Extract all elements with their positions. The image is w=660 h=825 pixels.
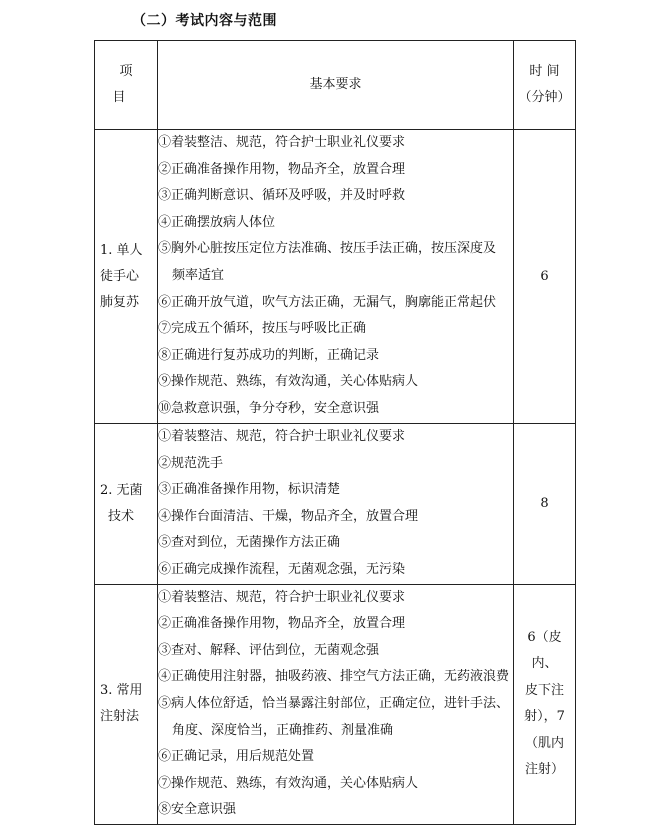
requirement-item: ⑥正确开放气道，吹气方法正确，无漏气，胸廓能正常起伏 — [158, 294, 497, 310]
requirement-item: ⑤查对到位，无菌操作方法正确 — [158, 535, 341, 551]
requirement-item: ③正确判断意识、循环及呼吸，并及时呼救 — [158, 188, 406, 204]
requirement-item-continuation: 频率适宜 — [172, 267, 225, 283]
requirement-item: ②规范洗手 — [158, 455, 224, 471]
requirement-item: ⑥正确完成操作流程，无菌观念强，无污染 — [158, 561, 406, 577]
requirement-item: ④操作台面清洁、干燥，物品齐全，放置合理 — [158, 508, 419, 524]
exam-content-table — [94, 40, 576, 825]
requirement-item: ①着装整洁、规范，符合护士职业礼仪要求 — [158, 135, 406, 150]
requirement-item-continuation: 角度、深度恰当，正确推药、剂量准确 — [172, 722, 394, 738]
requirement-item: ③查对、解释、评估到位，无菌观念强 — [158, 642, 380, 658]
requirement-item: ⑩急救意识强，争分夺秒，安全意识强 — [158, 400, 380, 416]
requirement-item: ④正确摆放病人体位 — [158, 214, 276, 230]
requirement-item: ⑤病人体位舒适，恰当暴露注射部位，正确定位，进针手法、 — [158, 695, 510, 711]
requirement-item: ⑥正确记录，用后规范处置 — [158, 749, 315, 765]
row-time-injection: 6（皮内、 皮下注 射），7 （肌内 注射） — [514, 584, 576, 824]
requirement-item: ⑨操作规范、熟练，有效沟通，关心体贴病人 — [158, 374, 419, 390]
requirement-item: ①着装整洁、规范，符合护士职业礼仪要求 — [158, 429, 406, 444]
requirement-item: ⑧正确进行复苏成功的判断，正确记录 — [158, 347, 380, 363]
row-item-injection: 3. 常用 注射法 — [95, 584, 158, 824]
requirement-item: ⑦完成五个循环，按压与呼吸比正确 — [158, 321, 367, 337]
header-time — [514, 41, 576, 130]
table-row — [95, 130, 576, 424]
table-row — [95, 424, 576, 585]
row-requirements-aseptic — [158, 424, 514, 585]
requirement-item: ①着装整洁、规范，符合护士职业礼仪要求 — [158, 589, 406, 605]
requirement-item: ②正确准备操作用物，物品齐全，放置合理 — [158, 161, 406, 177]
requirement-item: ⑦操作规范、熟练，有效沟通，关心体贴病人 — [158, 775, 419, 791]
row-time-aseptic: 8 — [514, 424, 576, 585]
table-row — [95, 584, 576, 824]
section-heading: （二）考试内容与范围 — [132, 13, 277, 29]
requirement-item: ⑧安全意识强 — [158, 802, 237, 818]
row-requirements-injection — [158, 584, 514, 824]
requirement-item: ⑤胸外心脏按压定位方法准确、按压手法正确，按压深度及 — [158, 241, 497, 257]
header-requirements: 基本要求 — [158, 41, 514, 130]
header-item: 项目 — [95, 41, 158, 130]
requirement-item: ③正确准备操作用物，标识清楚 — [158, 482, 341, 498]
row-time-cpr: 6 — [514, 130, 576, 424]
header-time-line2: （分钟） — [518, 90, 571, 105]
row-requirements-cpr — [158, 130, 514, 424]
requirement-item: ④正确使用注射器，抽吸药液、排空气方法正确，无药液浪费 — [158, 669, 510, 685]
requirement-item: ②正确准备操作用物，物品齐全，放置合理 — [158, 616, 406, 632]
table-header-row — [95, 41, 576, 130]
row-item-cpr: 1. 单人 徒手心 肺复苏 — [95, 130, 158, 424]
header-time-line1: 时 间 — [529, 64, 560, 79]
row-item-aseptic: 2. 无菌 技术 — [95, 424, 158, 585]
